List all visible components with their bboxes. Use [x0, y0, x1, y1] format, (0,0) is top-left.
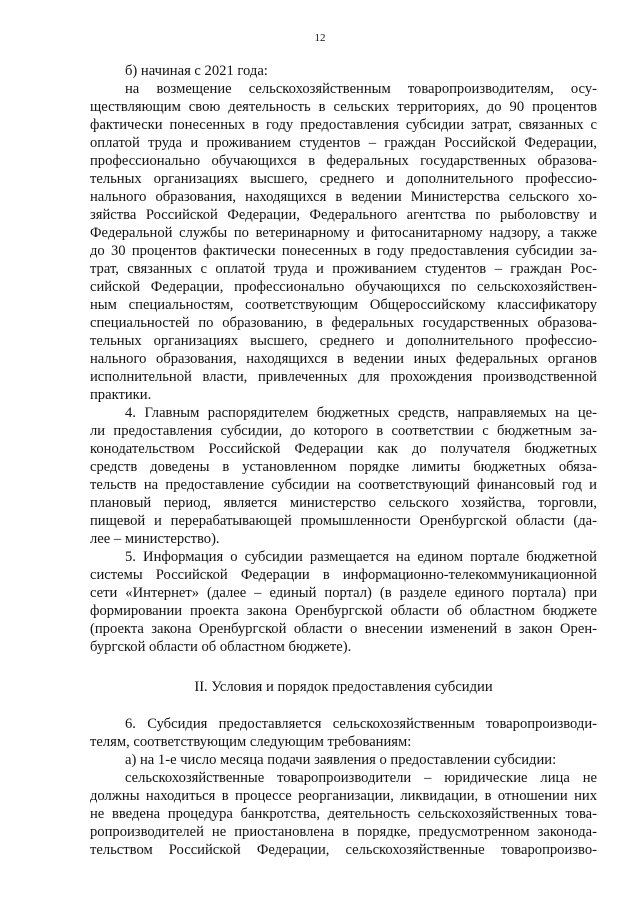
text-line: исполнительной власти, привлеченных для прохождения производственной	[90, 369, 597, 385]
text-line: зяйства Российской Федерации, Федерального агентства по рыболовству и	[90, 207, 597, 223]
text-line: не введена процедура банкротства, деятельность сельскохозяйственных това-	[90, 806, 597, 822]
text-line: (проекта закона Оренбургской области о внесении изменений в закон Орен-	[90, 621, 597, 637]
text-line: Федеральной службы по ветеринарному и фитосанитарному надзору, а также	[90, 225, 597, 241]
text-line: ропроизводителей не приостановлена в порядке, предусмотренном законода-	[90, 824, 597, 840]
text-line: а) на 1-е число месяца подачи заявления о предоставлении субсидии:	[125, 752, 557, 768]
text-line: пищевой и перерабатывающей промышленности Оренбургской области (да-	[90, 513, 597, 529]
text-line: формировании проекта закона Оренбургской области об областном бюджете	[90, 603, 597, 619]
text-line: 4. Главным распорядителем бюджетных средств, направляемых на це-	[125, 405, 597, 421]
text-line: тельных организациях высшего, среднего и дополнительного профессио-	[90, 171, 597, 187]
text-line: практики.	[90, 387, 152, 403]
page-number: 12	[314, 32, 326, 44]
text-line: ществляющим свою деятельность в сельских территориях, до 90 процентов	[90, 99, 597, 115]
text-line: сети «Интернет» (далее – единый портал) (в разделе единого портала) при	[90, 585, 597, 601]
text-line: конодательством Российской Федерации как до получателя бюджетных	[90, 441, 597, 457]
section-heading: II. Условия и порядок предоставления субсидии	[194, 679, 493, 695]
text-line: плановый период, является министерство сельского хозяйства, торговли,	[90, 495, 597, 511]
text-line: оплатой труда и проживанием студентов – граждан Российской Федерации,	[90, 135, 597, 151]
text-line: ным специальностям, соответствующим Общероссийскому классификатору	[90, 297, 597, 313]
text-line: должны находиться в процессе реорганизации, ликвидации, в отношении них	[90, 788, 597, 804]
text-line: тельством Российской Федерации, сельскохозяйственные товаропроизво-	[90, 842, 597, 858]
text-line: тельных организациях высшего, среднего и дополнительного профессио-	[90, 333, 597, 349]
text-line: фактически понесенных в году предоставления субсидии затрат, связанных с	[90, 117, 597, 133]
text-line: нального образования, находящихся в ведении иных федеральных органов	[90, 351, 597, 367]
text-line: нального образования, находящихся в ведении Министерства сельского хо-	[90, 189, 597, 205]
text-line: лее – министерство).	[90, 531, 220, 547]
text-line: средств доведены в установленном порядке лимиты бюджетных обяза-	[90, 459, 597, 475]
text-line: бургской области об областном бюджете).	[90, 639, 352, 655]
text-line: тельств на предоставление субсидии на соответствующий финансовый год и	[90, 477, 597, 493]
text-line: 6. Субсидия предоставляется сельскохозяйственным товаропроизводи-	[125, 716, 597, 732]
text-line: до 30 процентов фактически понесенных в году предоставления субсидии за-	[90, 243, 597, 259]
text-line: профессионально обучающихся в федеральных государственных образова-	[90, 153, 597, 169]
text-line: трат, связанных с оплатой труда и проживанием студентов – граждан Рос-	[90, 261, 597, 277]
text-line: ли предоставления субсидии, до которого в соответствии с бюджетным за-	[90, 423, 597, 439]
text-line: специальностей по образованию, в федеральных государственных образова-	[90, 315, 597, 331]
text-line: сельскохозяйственные товаропроизводители – юридические лица не	[125, 770, 597, 786]
text-line: сийской Федерации, профессионально обучающихся по сельскохозяйствен-	[90, 279, 597, 295]
text-line: системы Российской Федерации в информационно-телекоммуникационной	[90, 567, 597, 583]
text-line: на возмещение сельскохозяйственным товаропроизводителям, осу-	[125, 81, 597, 97]
text-line: б) начиная с 2021 года:	[125, 63, 268, 79]
text-line: телям, соответствующим следующим требованиям:	[90, 734, 412, 750]
text-line: 5. Информация о субсидии размещается на едином портале бюджетной	[125, 549, 597, 565]
